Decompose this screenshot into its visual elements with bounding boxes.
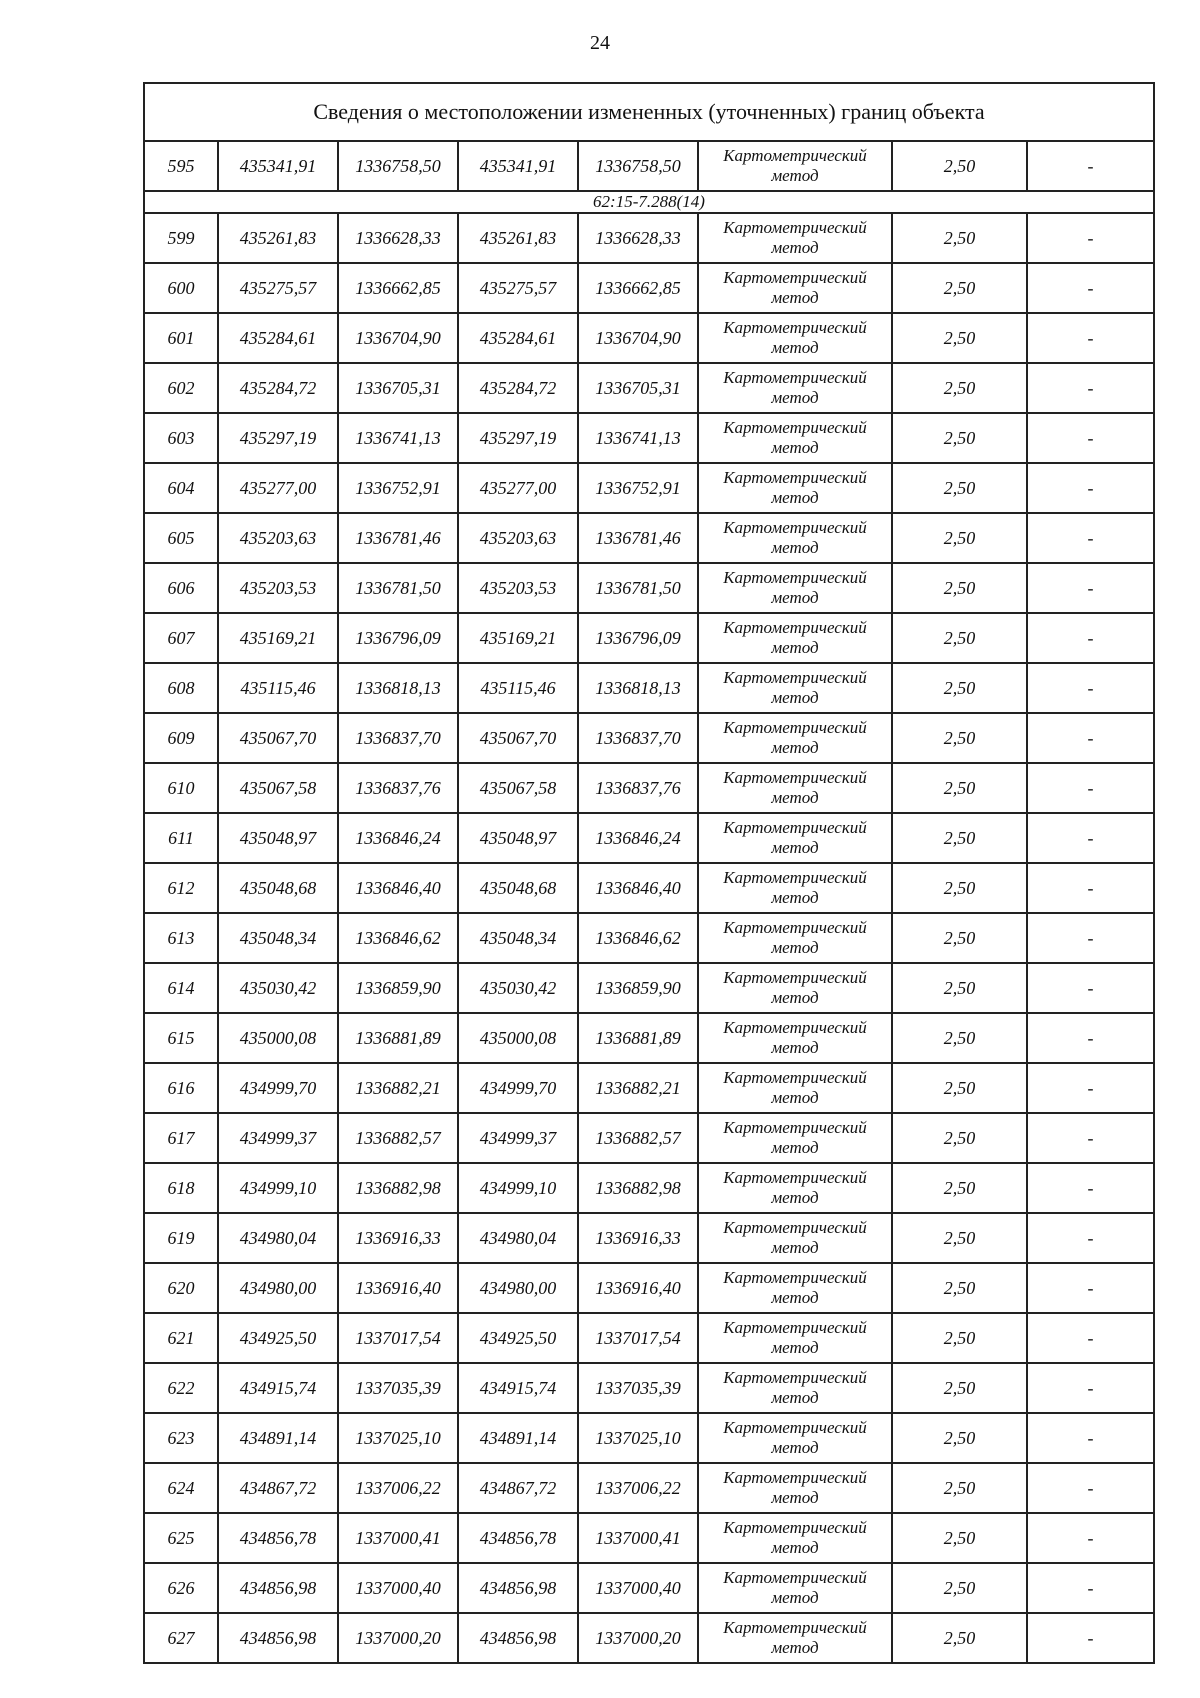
new-x-cell: 434999,70 [458, 1063, 578, 1113]
method-cell: Картометрический метод [698, 1563, 892, 1613]
existing-y-cell: 1336837,76 [338, 763, 458, 813]
precision-cell: 2,50 [892, 213, 1027, 263]
point-number-cell: 605 [144, 513, 218, 563]
precision-cell: 2,50 [892, 663, 1027, 713]
point-number-cell: 612 [144, 863, 218, 913]
method-cell: Картометрический метод [698, 713, 892, 763]
note-cell: - [1027, 213, 1154, 263]
precision-cell: 2,50 [892, 1563, 1027, 1613]
new-y-cell: 1337006,22 [578, 1463, 698, 1513]
point-number-cell: 627 [144, 1613, 218, 1663]
method-cell: Картометрический метод [698, 1113, 892, 1163]
table-row [144, 513, 1154, 563]
existing-x-cell: 435169,21 [218, 613, 338, 663]
table-row [144, 263, 1154, 313]
note-cell: - [1027, 1063, 1154, 1113]
table-row [144, 813, 1154, 863]
existing-x-cell: 435048,97 [218, 813, 338, 863]
precision-cell: 2,50 [892, 763, 1027, 813]
precision-cell: 2,50 [892, 1263, 1027, 1313]
table-row [144, 213, 1154, 263]
table-row [144, 563, 1154, 613]
note-cell: - [1027, 1263, 1154, 1313]
note-cell: - [1027, 1013, 1154, 1063]
method-cell: Картометрический метод [698, 613, 892, 663]
new-x-cell: 434856,98 [458, 1563, 578, 1613]
new-y-cell: 1336781,46 [578, 513, 698, 563]
existing-x-cell: 435284,61 [218, 313, 338, 363]
table-row [144, 413, 1154, 463]
method-cell: Картометрический метод [698, 1213, 892, 1263]
existing-x-cell: 434856,78 [218, 1513, 338, 1563]
new-y-cell: 1337000,20 [578, 1613, 698, 1663]
new-x-cell: 435203,63 [458, 513, 578, 563]
new-y-cell: 1337000,40 [578, 1563, 698, 1613]
new-x-cell: 435297,19 [458, 413, 578, 463]
existing-y-cell: 1337006,22 [338, 1463, 458, 1513]
existing-x-cell: 434999,10 [218, 1163, 338, 1213]
table-row [144, 613, 1154, 663]
note-cell: - [1027, 913, 1154, 963]
new-y-cell: 1336837,76 [578, 763, 698, 813]
point-number-cell: 599 [144, 213, 218, 263]
table-row [144, 763, 1154, 813]
existing-y-cell: 1336882,57 [338, 1113, 458, 1163]
existing-y-cell: 1336628,33 [338, 213, 458, 263]
new-y-cell: 1336881,89 [578, 1013, 698, 1063]
existing-y-cell: 1336916,40 [338, 1263, 458, 1313]
note-cell: - [1027, 663, 1154, 713]
new-y-cell: 1336882,57 [578, 1113, 698, 1163]
method-cell: Картометрический метод [698, 1313, 892, 1363]
precision-cell: 2,50 [892, 563, 1027, 613]
existing-x-cell: 434891,14 [218, 1413, 338, 1463]
existing-y-cell: 1336704,90 [338, 313, 458, 363]
existing-x-cell: 435048,34 [218, 913, 338, 963]
note-cell: - [1027, 141, 1154, 191]
new-x-cell: 435048,97 [458, 813, 578, 863]
method-cell: Картометрический метод [698, 963, 892, 1013]
point-number-cell: 618 [144, 1163, 218, 1213]
method-cell: Картометрический метод [698, 463, 892, 513]
new-y-cell: 1336796,09 [578, 613, 698, 663]
table-row [144, 663, 1154, 713]
precision-cell: 2,50 [892, 1463, 1027, 1513]
table-row [144, 141, 1154, 191]
precision-cell: 2,50 [892, 913, 1027, 963]
existing-x-cell: 435030,42 [218, 963, 338, 1013]
existing-x-cell: 435115,46 [218, 663, 338, 713]
existing-y-cell: 1337017,54 [338, 1313, 458, 1363]
method-cell: Картометрический метод [698, 141, 892, 191]
note-cell: - [1027, 863, 1154, 913]
point-number-cell: 610 [144, 763, 218, 813]
existing-y-cell: 1336662,85 [338, 263, 458, 313]
note-cell: - [1027, 513, 1154, 563]
note-cell: - [1027, 713, 1154, 763]
new-x-cell: 435275,57 [458, 263, 578, 313]
new-x-cell: 434999,37 [458, 1113, 578, 1163]
existing-y-cell: 1336882,98 [338, 1163, 458, 1213]
existing-y-cell: 1336752,91 [338, 463, 458, 513]
existing-y-cell: 1336882,21 [338, 1063, 458, 1113]
precision-cell: 2,50 [892, 463, 1027, 513]
table-row [144, 1013, 1154, 1063]
new-y-cell: 1337025,10 [578, 1413, 698, 1463]
precision-cell: 2,50 [892, 963, 1027, 1013]
existing-x-cell: 435275,57 [218, 263, 338, 313]
precision-cell: 2,50 [892, 1113, 1027, 1163]
point-number-cell: 601 [144, 313, 218, 363]
new-y-cell: 1336916,40 [578, 1263, 698, 1313]
table-row [144, 1613, 1154, 1663]
precision-cell: 2,50 [892, 363, 1027, 413]
point-number-cell: 608 [144, 663, 218, 713]
precision-cell: 2,50 [892, 263, 1027, 313]
note-cell: - [1027, 1313, 1154, 1363]
new-x-cell: 435203,53 [458, 563, 578, 613]
table-row [144, 1363, 1154, 1413]
new-y-cell: 1336705,31 [578, 363, 698, 413]
method-cell: Картометрический метод [698, 1613, 892, 1663]
note-cell: - [1027, 1613, 1154, 1663]
note-cell: - [1027, 1513, 1154, 1563]
page-number: 24 [590, 32, 610, 54]
existing-x-cell: 435203,63 [218, 513, 338, 563]
point-number-cell: 623 [144, 1413, 218, 1463]
new-x-cell: 435067,58 [458, 763, 578, 813]
note-cell: - [1027, 1363, 1154, 1413]
precision-cell: 2,50 [892, 1513, 1027, 1563]
method-cell: Картометрический метод [698, 1513, 892, 1563]
point-number-cell: 602 [144, 363, 218, 413]
new-x-cell: 435048,34 [458, 913, 578, 963]
new-y-cell: 1336818,13 [578, 663, 698, 713]
method-cell: Картометрический метод [698, 1263, 892, 1313]
new-x-cell: 435115,46 [458, 663, 578, 713]
existing-y-cell: 1336796,09 [338, 613, 458, 663]
precision-cell: 2,50 [892, 1363, 1027, 1413]
new-x-cell: 435284,61 [458, 313, 578, 363]
existing-y-cell: 1336846,40 [338, 863, 458, 913]
point-number-cell: 619 [144, 1213, 218, 1263]
note-cell: - [1027, 363, 1154, 413]
precision-cell: 2,50 [892, 1163, 1027, 1213]
point-number-cell: 609 [144, 713, 218, 763]
precision-cell: 2,50 [892, 813, 1027, 863]
new-y-cell: 1336741,13 [578, 413, 698, 463]
point-number-cell: 607 [144, 613, 218, 663]
note-cell: - [1027, 463, 1154, 513]
existing-y-cell: 1337000,20 [338, 1613, 458, 1663]
method-cell: Картометрический метод [698, 363, 892, 413]
precision-cell: 2,50 [892, 1313, 1027, 1363]
point-number-cell: 626 [144, 1563, 218, 1613]
existing-y-cell: 1337035,39 [338, 1363, 458, 1413]
table-row [144, 1513, 1154, 1563]
existing-x-cell: 435000,08 [218, 1013, 338, 1063]
point-number-cell: 624 [144, 1463, 218, 1513]
existing-x-cell: 434856,98 [218, 1563, 338, 1613]
point-number-cell: 621 [144, 1313, 218, 1363]
existing-x-cell: 434925,50 [218, 1313, 338, 1363]
existing-y-cell: 1336846,24 [338, 813, 458, 863]
point-number-cell: 613 [144, 913, 218, 963]
method-cell: Картометрический метод [698, 1013, 892, 1063]
new-x-cell: 435284,72 [458, 363, 578, 413]
note-cell: - [1027, 963, 1154, 1013]
method-cell: Картометрический метод [698, 763, 892, 813]
existing-y-cell: 1337000,40 [338, 1563, 458, 1613]
new-x-cell: 435000,08 [458, 1013, 578, 1063]
precision-cell: 2,50 [892, 613, 1027, 663]
existing-y-cell: 1336741,13 [338, 413, 458, 463]
precision-cell: 2,50 [892, 1413, 1027, 1463]
method-cell: Картометрический метод [698, 1363, 892, 1413]
note-cell: - [1027, 263, 1154, 313]
table-row [144, 1413, 1154, 1463]
method-cell: Картометрический метод [698, 413, 892, 463]
new-y-cell: 1336846,24 [578, 813, 698, 863]
existing-y-cell: 1336758,50 [338, 141, 458, 191]
new-y-cell: 1336628,33 [578, 213, 698, 263]
table-row [144, 713, 1154, 763]
method-cell: Картометрический метод [698, 1063, 892, 1113]
parcel-group-row [144, 191, 1154, 213]
point-number-cell: 615 [144, 1013, 218, 1063]
table-row [144, 913, 1154, 963]
method-cell: Картометрический метод [698, 913, 892, 963]
note-cell: - [1027, 763, 1154, 813]
new-x-cell: 435261,83 [458, 213, 578, 263]
precision-cell: 2,50 [892, 1613, 1027, 1663]
table-row [144, 1213, 1154, 1263]
note-cell: - [1027, 1113, 1154, 1163]
table-row [144, 363, 1154, 413]
new-y-cell: 1336781,50 [578, 563, 698, 613]
existing-x-cell: 435067,70 [218, 713, 338, 763]
existing-x-cell: 435341,91 [218, 141, 338, 191]
new-y-cell: 1336882,21 [578, 1063, 698, 1113]
existing-y-cell: 1336846,62 [338, 913, 458, 963]
table-row [144, 863, 1154, 913]
point-number-cell: 622 [144, 1363, 218, 1413]
method-cell: Картометрический метод [698, 513, 892, 563]
note-cell: - [1027, 1413, 1154, 1463]
new-y-cell: 1336704,90 [578, 313, 698, 363]
existing-y-cell: 1336859,90 [338, 963, 458, 1013]
existing-x-cell: 434999,70 [218, 1063, 338, 1113]
point-number-cell: 614 [144, 963, 218, 1013]
note-cell: - [1027, 413, 1154, 463]
new-x-cell: 435067,70 [458, 713, 578, 763]
table-row [144, 313, 1154, 363]
new-y-cell: 1337000,41 [578, 1513, 698, 1563]
new-y-cell: 1336882,98 [578, 1163, 698, 1213]
note-cell: - [1027, 613, 1154, 663]
precision-cell: 2,50 [892, 863, 1027, 913]
new-y-cell: 1336916,33 [578, 1213, 698, 1263]
table-header: Сведения о местоположении измененных (уточненных) границ объекта [144, 83, 1154, 141]
new-y-cell: 1336846,62 [578, 913, 698, 963]
new-x-cell: 435030,42 [458, 963, 578, 1013]
table-row [144, 1263, 1154, 1313]
existing-y-cell: 1336705,31 [338, 363, 458, 413]
table-header-row [144, 83, 1154, 141]
precision-cell: 2,50 [892, 1213, 1027, 1263]
note-cell: - [1027, 813, 1154, 863]
table-row [144, 463, 1154, 513]
method-cell: Картометрический метод [698, 813, 892, 863]
existing-x-cell: 434999,37 [218, 1113, 338, 1163]
existing-x-cell: 435067,58 [218, 763, 338, 813]
existing-y-cell: 1337025,10 [338, 1413, 458, 1463]
new-y-cell: 1336846,40 [578, 863, 698, 913]
precision-cell: 2,50 [892, 141, 1027, 191]
point-number-cell: 606 [144, 563, 218, 613]
note-cell: - [1027, 1213, 1154, 1263]
note-cell: - [1027, 313, 1154, 363]
new-y-cell: 1336752,91 [578, 463, 698, 513]
note-cell: - [1027, 1463, 1154, 1513]
method-cell: Картометрический метод [698, 313, 892, 363]
existing-y-cell: 1336781,50 [338, 563, 458, 613]
method-cell: Картометрический метод [698, 1413, 892, 1463]
table-row [144, 1163, 1154, 1213]
new-y-cell: 1336837,70 [578, 713, 698, 763]
existing-y-cell: 1336837,70 [338, 713, 458, 763]
new-x-cell: 434891,14 [458, 1413, 578, 1463]
point-number-cell: 617 [144, 1113, 218, 1163]
new-y-cell: 1336758,50 [578, 141, 698, 191]
new-y-cell: 1337017,54 [578, 1313, 698, 1363]
table-row [144, 1063, 1154, 1113]
table-row [144, 1563, 1154, 1613]
table-row [144, 1463, 1154, 1513]
existing-y-cell: 1336818,13 [338, 663, 458, 713]
point-number-cell: 595 [144, 141, 218, 191]
existing-y-cell: 1337000,41 [338, 1513, 458, 1563]
method-cell: Картометрический метод [698, 213, 892, 263]
existing-x-cell: 434980,04 [218, 1213, 338, 1263]
new-x-cell: 434856,78 [458, 1513, 578, 1563]
existing-x-cell: 435048,68 [218, 863, 338, 913]
existing-x-cell: 434915,74 [218, 1363, 338, 1413]
new-x-cell: 434980,04 [458, 1213, 578, 1263]
new-x-cell: 434867,72 [458, 1463, 578, 1513]
table-row [144, 963, 1154, 1013]
existing-x-cell: 435261,83 [218, 213, 338, 263]
existing-x-cell: 434867,72 [218, 1463, 338, 1513]
precision-cell: 2,50 [892, 1013, 1027, 1063]
method-cell: Картометрический метод [698, 1163, 892, 1213]
method-cell: Картометрический метод [698, 563, 892, 613]
precision-cell: 2,50 [892, 413, 1027, 463]
point-number-cell: 603 [144, 413, 218, 463]
new-x-cell: 435169,21 [458, 613, 578, 663]
precision-cell: 2,50 [892, 713, 1027, 763]
method-cell: Картометрический метод [698, 863, 892, 913]
point-number-cell: 620 [144, 1263, 218, 1313]
boundary-coordinates-table [143, 82, 1155, 1664]
existing-x-cell: 435284,72 [218, 363, 338, 413]
method-cell: Картометрический метод [698, 263, 892, 313]
existing-y-cell: 1336916,33 [338, 1213, 458, 1263]
new-x-cell: 435048,68 [458, 863, 578, 913]
precision-cell: 2,50 [892, 313, 1027, 363]
point-number-cell: 600 [144, 263, 218, 313]
table-row [144, 1113, 1154, 1163]
existing-x-cell: 434980,00 [218, 1263, 338, 1313]
new-x-cell: 434925,50 [458, 1313, 578, 1363]
parcel-number-label: 62:15-7.288(14) [144, 191, 1154, 213]
existing-x-cell: 434856,98 [218, 1613, 338, 1663]
precision-cell: 2,50 [892, 1063, 1027, 1113]
new-x-cell: 434915,74 [458, 1363, 578, 1413]
note-cell: - [1027, 563, 1154, 613]
new-y-cell: 1336859,90 [578, 963, 698, 1013]
new-x-cell: 434856,98 [458, 1613, 578, 1663]
point-number-cell: 625 [144, 1513, 218, 1563]
new-y-cell: 1337035,39 [578, 1363, 698, 1413]
new-x-cell: 435341,91 [458, 141, 578, 191]
point-number-cell: 604 [144, 463, 218, 513]
existing-y-cell: 1336781,46 [338, 513, 458, 563]
method-cell: Картометрический метод [698, 1463, 892, 1513]
note-cell: - [1027, 1563, 1154, 1613]
new-x-cell: 434980,00 [458, 1263, 578, 1313]
existing-x-cell: 435277,00 [218, 463, 338, 513]
new-x-cell: 435277,00 [458, 463, 578, 513]
existing-x-cell: 435297,19 [218, 413, 338, 463]
point-number-cell: 611 [144, 813, 218, 863]
existing-y-cell: 1336881,89 [338, 1013, 458, 1063]
note-cell: - [1027, 1163, 1154, 1213]
new-y-cell: 1336662,85 [578, 263, 698, 313]
method-cell: Картометрический метод [698, 663, 892, 713]
precision-cell: 2,50 [892, 513, 1027, 563]
point-number-cell: 616 [144, 1063, 218, 1113]
new-x-cell: 434999,10 [458, 1163, 578, 1213]
existing-x-cell: 435203,53 [218, 563, 338, 613]
table-row [144, 1313, 1154, 1363]
